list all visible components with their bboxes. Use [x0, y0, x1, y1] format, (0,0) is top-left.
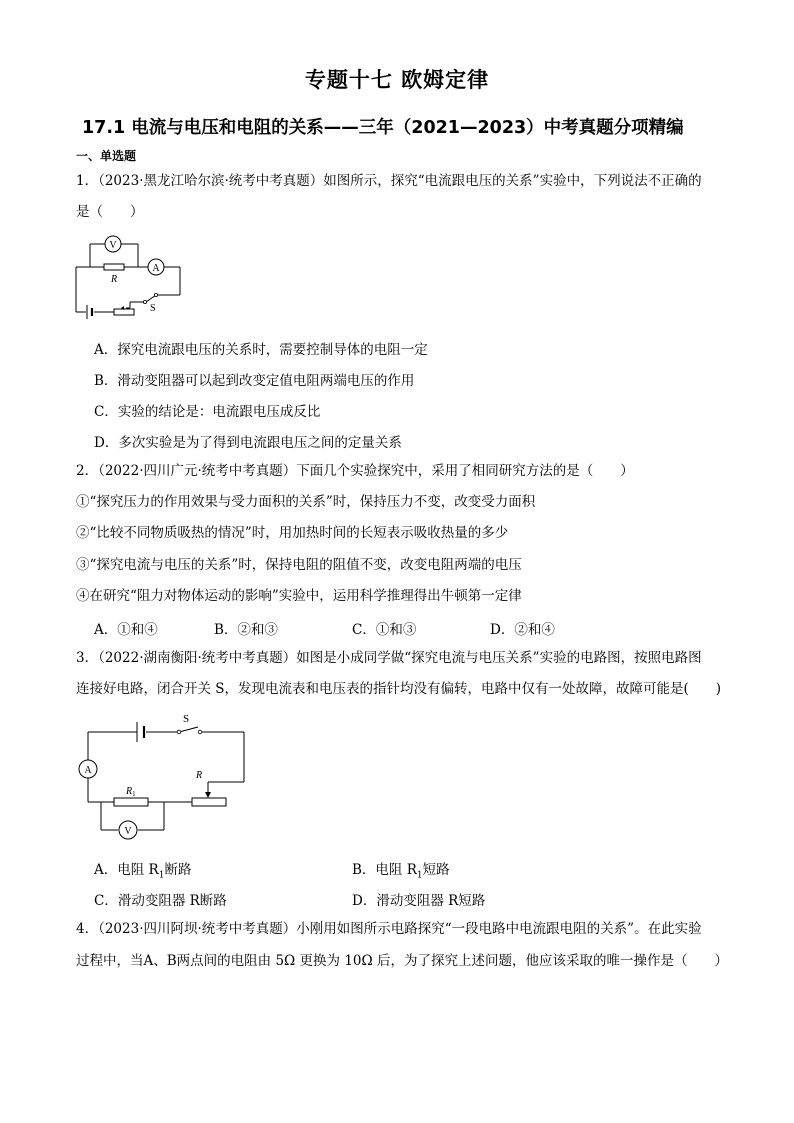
- q1-stem-line2: 是（ ）: [76, 204, 144, 220]
- q1-option-a: A．探究电流跟电压的关系时，需要控制导体的电阻一定: [94, 342, 428, 358]
- q2-stem: 2．（2022·四川广元·统考中考真题）下面几个实验探究中，采用了相同研究方法的是（ ）: [76, 463, 634, 479]
- q2-option-b: B．②和③: [214, 622, 278, 638]
- resistor-r: [104, 264, 124, 270]
- q2-item-4: ④在研究“阻力对物体运动的影响”实验中，运用科学推理得出牛顿第一定律: [76, 588, 522, 604]
- q1-option-d: D．多次实验是为了得到电流跟电压之间的定量关系: [94, 435, 402, 451]
- q3-option-b: B．电阻 $R_1$短路: [352, 862, 450, 881]
- ammeter-label: A: [84, 765, 92, 776]
- q1-circuit-diagram: [70, 232, 200, 324]
- page-title: 专题十七 欧姆定律: [304, 68, 490, 92]
- q3-option-d: D．滑动变阻器 R短路: [352, 893, 486, 909]
- svg-text:R1: [125, 786, 136, 798]
- q1-option-c: C．实验的结论是：电流跟电压成反比: [94, 404, 321, 420]
- switch-label: S: [150, 303, 156, 314]
- q2-option-a: A．①和④: [94, 622, 158, 638]
- q2-item-1: ①“探究压力的作用效果与受力面积的关系”时，保持压力不变，改变受力面积: [76, 494, 536, 510]
- q1-option-b: B．滑动变阻器可以起到改变定值电阻两端电压的作用: [94, 373, 415, 389]
- voltmeter-label: V: [124, 826, 132, 837]
- r1-subscript: 1: [132, 790, 136, 798]
- q3-stem-line1: 3．（2022·湖南衡阳·统考中考真题）如图是小成同学做“探究电流与电压关系”实验的电路图，按照电路图: [76, 650, 702, 666]
- q4-stem-line2: 过程中，当A、B两点间的电阻由 5Ω 更换为 10Ω 后，为了探究上述问题，他应该采取的唯一操作是（ ）: [76, 953, 728, 969]
- q4-stem-line1: 4．（2023·四川阿坝·统考中考真题）小刚用如图所示电路探究“一段电路中电流跟电阻的关系”。在此实验: [76, 921, 702, 937]
- rheostat-r: [192, 798, 226, 806]
- q3-circuit-diagram: [74, 712, 252, 842]
- r-label: R: [196, 770, 203, 781]
- q3-option-c: C．滑动变阻器 R断路: [94, 893, 227, 909]
- voltmeter-label: V: [109, 240, 117, 251]
- page-subtitle: 17.1 电流与电压和电阻的关系——三年（2021—2023）中考真题分项精编: [82, 118, 684, 138]
- q2-item-3: ③“探究电流与电压的关系”时，保持电阻的阻值不变，改变电阻两端的电压: [76, 557, 522, 573]
- q1-stem-line1: 1．（2023·黑龙江哈尔滨·统考中考真题）如图所示，探究“电流跟电压的关系”实验中，下列说法不正确的: [76, 173, 702, 189]
- q3-stem-line2: 连接好电路，闭合开关 S，发现电流表和电压表的指针均没有偏转，电路中仅有一处故障，故障可能是( ): [76, 681, 722, 697]
- switch-label: S: [183, 713, 190, 725]
- resistor-label: R: [111, 274, 118, 285]
- r1-label: R: [126, 786, 133, 797]
- ammeter-label: A: [152, 263, 160, 274]
- q2-option-d: D．②和④: [490, 622, 555, 638]
- q2-item-2: ②“比较不同物质吸热的情况”时，用加热时间的长短表示吸收热量的多少: [76, 525, 509, 541]
- q3-option-a: A．电阻 $R_1$断路: [94, 862, 192, 881]
- section-heading: 一、单选题: [76, 149, 137, 163]
- resistor-r1: [114, 798, 148, 806]
- q2-option-c: C．①和③: [352, 622, 417, 638]
